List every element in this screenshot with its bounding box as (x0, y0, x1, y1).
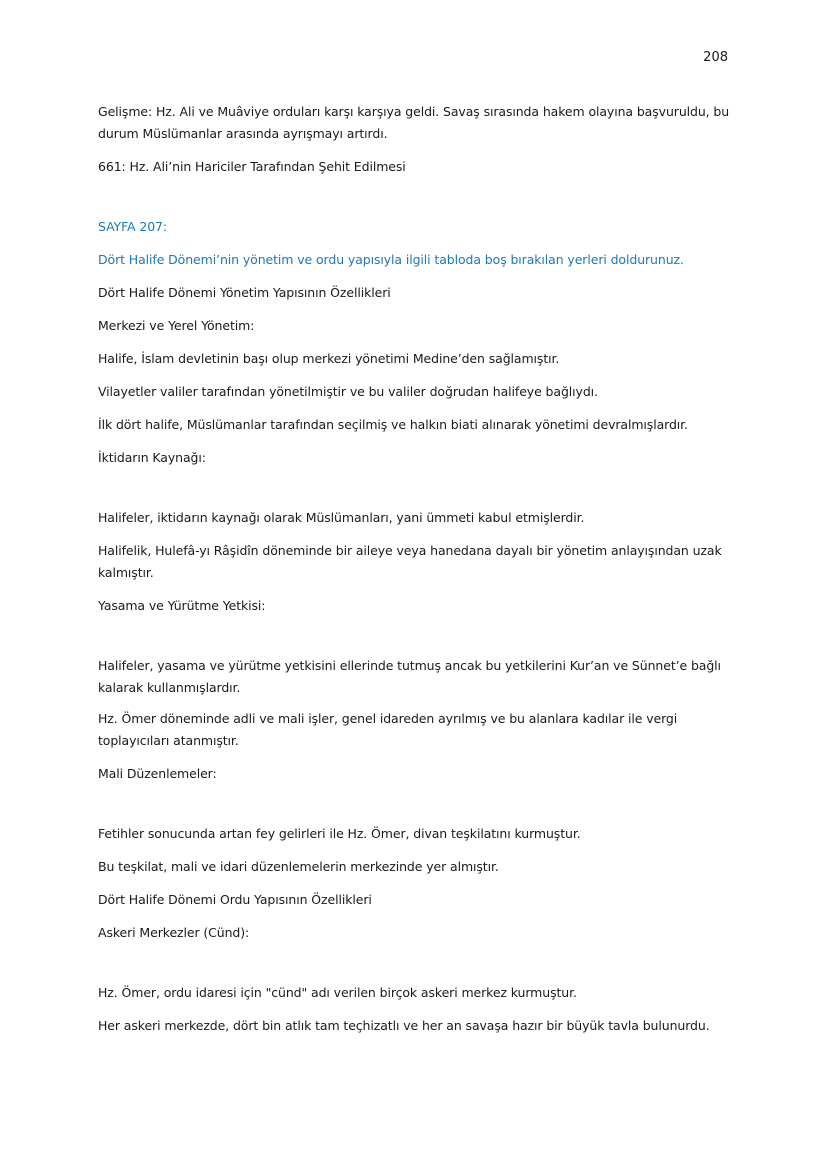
paragraph-halife-medine: Halife, İslam devletinin başı olup merkezi yönetimi Medine’den sağlamıştır. (98, 351, 560, 366)
paragraph-teskilat-merkez: Bu teşkilat, mali ve idari düzenlemelerin merkezinde yer almıştır. (98, 859, 499, 874)
heading-ordu-yapisi: Dört Halife Dönemi Ordu Yapısının Özellikleri (98, 892, 372, 907)
paragraph-tavla: Her askeri merkezde, dört bin atlık tam teçhizatlı ve her an savaşa hazır bir büyük tavla bulunurdu. (98, 1018, 710, 1033)
paragraph-gelisme: Gelişme: Hz. Ali ve Muâviye orduları karşı karşıya geldi. Savaş sırasında hakem olayına başvuruldu, bu durum Müslümanlar arasında ayrışmayı artırdı. (98, 104, 730, 141)
paragraph-vilayetler: Vilayetler valiler tarafından yönetilmiştir ve bu valiler doğrudan halifeye bağlıydı. (98, 384, 598, 399)
subheading-mali-duzenlemeler: Mali Düzenlemeler: (98, 766, 217, 781)
paragraph-divan-teskilati: Fetihler sonucunda artan fey gelirleri ile Hz. Ömer, divan teşkilatını kurmuştur. (98, 826, 581, 841)
heading-yonetim-yapisi: Dört Halife Dönemi Yönetim Yapısının Özellikleri (98, 285, 391, 300)
paragraph-cund: Hz. Ömer, ordu idaresi için "cünd" adı verilen birçok askeri merkez kurmuştur. (98, 985, 577, 1000)
subheading-yasama-yurutme: Yasama ve Yürütme Yetkisi: (98, 598, 266, 613)
paragraph-kuran-sunnet: Halifeler, yasama ve yürütme yetkisini ellerinde tutmuş ancak bu yetkilerini Kur’an ve Sünnet’e bağlı kalarak kullanmışlardır. (98, 658, 721, 695)
section-heading-sayfa-207: SAYFA 207: (98, 219, 168, 234)
subheading-iktidarin-kaynagi: İktidarın Kaynağı: (98, 450, 206, 465)
document-body (98, 101, 738, 1037)
exercise-instruction: Dört Halife Dönemi’nin yönetim ve ordu yapısıyla ilgili tabloda boş bırakılan yerleri doldurunuz. (98, 252, 684, 267)
paragraph-hulefa-rasidin: Halifelik, Hulefâ-yı Râşidîn döneminde bir aileye veya hanedana dayalı bir yönetim anlayışından uzak kalmıştır. (98, 543, 722, 580)
paragraph-ummet: Halifeler, iktidarın kaynağı olarak Müslümanları, yani ümmeti kabul etmişlerdir. (98, 510, 585, 525)
subheading-merkezi-yerel-yonetim: Merkezi ve Yerel Yönetim: (98, 318, 255, 333)
paragraph-661-event: 661: Hz. Ali’nin Hariciler Tarafından Şehit Edilmesi (98, 159, 406, 174)
paragraph-ilk-dort-halife: İlk dört halife, Müslümanlar tarafından seçilmiş ve halkın biati alınarak yönetimi devralmışlardır. (98, 417, 688, 432)
page-number: 208 (703, 50, 728, 65)
paragraph-hz-omer-adli-mali: Hz. Ömer döneminde adli ve mali işler, genel idareden ayrılmış ve bu alanlara kadılar ile vergi toplayıcıları atanmıştır. (98, 711, 678, 748)
subheading-askeri-merkezler: Askeri Merkezler (Cünd): (98, 925, 250, 940)
